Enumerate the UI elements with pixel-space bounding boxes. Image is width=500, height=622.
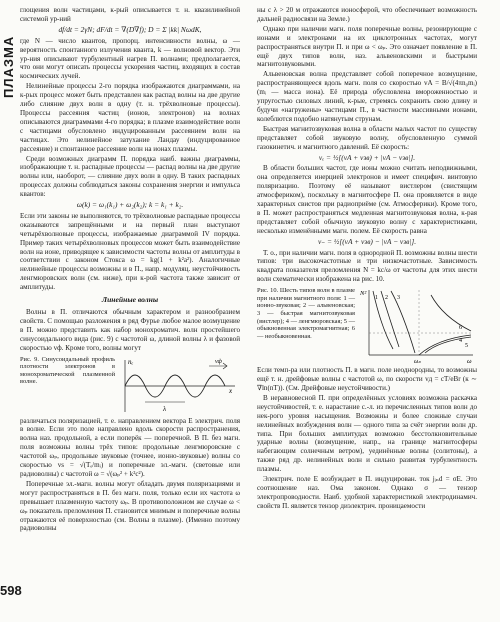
right-column (257, 6, 477, 512)
figure-10-curve-label-6: 6 (459, 325, 462, 332)
right-paragraph-5: В области больших частот, где ионы можно считать неподвижными, она определяется инерцией электронов и имеет специфич. винтовую поляризацию. Поэтому её называют вистлером (свистящим атмосфериком), поскольку в магнитосфере П. она проявляется в виде характерных свистов при радиоприёме (см. Атмосферики). Кроме того, в П. может распространяться медленная магнитозвуковая волна, к-рая представляет собой обычную звуковую волну с характеристиками, несколько изменёнными магн. полем. Её скорость равна (257, 164, 477, 235)
equation-3: vₑ = ½[(vA + vзв) + |vA − vзв|]. (318, 152, 416, 162)
equation-1: df/dt = 2γN; dF/dt = ∇(D∇f); D = Σ |kk| NωdK, (58, 24, 202, 34)
left-paragraph-4: Среди возможных диаграмм П. порядка наиб. важны диаграммы, изображающие т. н. распадные процессы — распад волны на две другие волны или, наоборот, — слияние двух волн в одну. В таких распадных процессах должны соблюдаться законы сохранения энергии и импульса квантов: (20, 154, 240, 199)
figure-10-caption: Рис. 10. Шесть типов волн в плазме при наличии магнитного поля: 1 — ионно-звуковая; 2 — альвеновская; 3 — быстрая магнитозвуковая (вистлер); 4 — ленгмюровская; 5 — обыкновенная электромагнитная; 6 — необыкновенная. (257, 287, 355, 340)
left-paragraph-8: Поперечные эл.-магн. волны могут обладать двумя поляризациями и могут распространяться в П. без магн. поля, только если их частота ω превышает плазменную частоту ωₚ. В противоположном же случае ω < ωₚ показатель преломления П. становится мнимым и поперечные волны отражаются её поверхностью (см. Волны в плазме). (Именно поэтому радиоволны (20, 479, 240, 533)
figure-10-curve-label-3: 3 (397, 295, 400, 302)
right-paragraph-2: Однако при наличии магн. поля поперечные волны, резонирующие с ионами и электронами на их циклотронных частотах, могут распространяться внутри П. и при ω < ωₚ. Это означает появление в П. ещё двух типов волн, наз. альвеновскими и быстрыми магнитозвуковыми. (257, 24, 477, 69)
right-paragraph-7: Если темп-ра или плотность П. в магн. поле неоднородны, то возможны ещё т. н. дрейфовые волны с частотой ω, по скорости vд = cT/eBr (к ∼ ∇ln(nT)). (См. Дрейфовые неустойчивости.) (257, 366, 477, 392)
right-paragraph-1: ны с λ > 20 м отражаются ионосферой, что обеспечивает возможность дальней радиосвязи на Земле.) (257, 6, 477, 23)
figure-10-curve-3 (391, 291, 415, 353)
section-heading: Линейные волны (101, 295, 159, 305)
figure-9-graphic (119, 356, 239, 414)
left-column (20, 6, 240, 534)
figure-10-curve-label-5: 5 (465, 343, 468, 350)
right-paragraph-3: Альвеновская волна представляет собой поперечное возмущение, распространяющееся вдоль магн. поля со скоростью vA = B/√(4πn₀mᵢ) (mᵢ — масса иона). Её природа обусловлена вмороженностью и упругостью силовых линий, к-рые, стремясь сохранить свою длину и будучи «нагружены» частицами П., в частности массивными ионами, колеблются подобно натянутым струнам. (257, 70, 477, 123)
left-paragraph-1: глощения волн частицами, к-рый описывается т. н. квазилинейной системой ур-ний (20, 6, 240, 23)
side-title: ПЛАЗМА (1, 35, 16, 99)
right-paragraph-6: Т. о., при наличии магн. поля в однородной П. возможны волны шести типов: три высокочастотные и три низкочастотные. Зависимость квадрата показателя преломления N = kc/ω от частоты для этих шести волн схематически изображена на рис. 10. (257, 248, 477, 284)
equation-2: ω(k) = ω₁(k₁) + ω₂(k₂); k = k₁ + k₂. (76, 200, 184, 210)
right-paragraph-8: В неравновесной П. при определённых условиях возможна раскачка неустойчивостей, т. е. нарастание с.-л. из перечисленных типов волн до нек-рого уровня насыщения. Возможны и более сложные случаи нелинейных возбуждения волн — одного типа за счёт энергии волн др. типа. При больших амплитудах возможно бесстолкновительные ударные волны (возмущение, напр., на границе магнитосферы набегающим солнечным ветром), уединённые волны (солитоны), а также ряд др. нелинейных волн и сильно развитая турбулентность плазмы. (257, 393, 477, 474)
left-paragraph-7: различаться поляризацией, т. е. направлением вектора E электрич. поля в волне. Если это поле направлено вдоль скорости распространения, волна наз. продольной, а если поперёк — поперечной. В П. без магн. поля возможны волны трёх типов: продольные ленгмюровские с частотой ωₚ, продольные звуковые (точнее, ионно-звуковые) волны со скоростью vs = √(Tₑ/mᵢ) и поперечные эл.-магн. (световые или радиоволны) с частотой ω = √(ωₚ² + k²c²). (20, 416, 240, 478)
left-paragraph-5: Если эти законы не выполняются, то трёхволновые распадные процессы оказываются запрещёнными и на первый план выступают четырёхволновые процессы, изображаемые диаграммой IV порядка. Пример таких четырёхволновых процессов может быть взаимодействие волн на ионе, приводящее к зависимости частоты волны от амплитуды в соответствии с законом Стокса ω = kg(1 + k²a²). Аналогичные нелинейные процессы возможны и в П., напр. модуляц. неустойчивость ленгмюровских волн (см. ниже), при к-рой частота также зависит от амплитуды. (20, 211, 240, 292)
left-paragraph-3: Нелинейные процессы 2-го порядка изображаются диаграммами, на к-рых процесс может быть представлен как распад волны на две другие либо слияние двух волн в одну (т. н. трёхволновые процессы). Процессы рассеяния частиц (ионов, электронов) на волнах описываются диаграммами 4-го порядка; в плазме взаимодействие волн с частицами обусловлено индуцированным рассеянием волн на частицах. Это нелинейное затухание Ландау (индуцированное рассеяние) и спонтанное рассеяние волн на ионах плазмы. (20, 82, 240, 153)
figure-10-graphic (359, 287, 477, 363)
figure-10-curve-label-4: 4 (459, 338, 462, 345)
equation-4: v₋ = ½[(vA + vзв) − |vA − vзв|]. (317, 236, 417, 246)
figure-10-curve-label-2: 2 (385, 295, 388, 302)
figure-10 (257, 287, 477, 363)
figure-10-curve-label-1: 1 (375, 295, 378, 302)
figure-10-wp-label: ωₚ (414, 359, 421, 364)
figure-9-lambda-label: λ (163, 404, 167, 413)
figure-9-vf-label: vф (215, 358, 222, 365)
page-number: 598 (0, 583, 22, 598)
right-paragraph-9: Электрич. поле E возбуждает в П. индуцирован. ток jᵢₙd = σE. Это соотношение наз. Ома законом. Однако σ — тензор электропроводности. Наиб. удобной характеристикой электродинамич. свойств П. является тензор диэлектрич. проницаемости (257, 475, 477, 510)
figure-9-caption: Рис. 9. Синусоидальный профиль плотности электронов в монохроматической плазменной волне. (20, 355, 115, 386)
figure-9 (20, 356, 240, 414)
figure-9-x-label: x (229, 386, 233, 395)
left-paragraph-2: где N — число квантов, пропорц. интенсивности волны, ω — вероятность спонтанного излучения кванта, k — волновой вектор. Эти ур-ния описывают турбулентный нагрев П. волнами; предполагается, что они могут описать процессы ускорения частиц, входящих в состав космических лучей. (20, 36, 240, 81)
right-paragraph-4: Быстрая магнитозвуковая волна в области малых частот по существу представляет собой звуковую волну, обусловленную суммой газокинетич. и магнитного давлений. Её скорость: (257, 124, 477, 151)
figure-10-x-label: ω (467, 358, 472, 364)
figure-9-n-label: nₑ (128, 357, 134, 366)
figure-10-y-label: N² (360, 290, 367, 298)
figure-10-curve-6 (431, 295, 471, 331)
left-paragraph-6: Волны в П. отличаются обычным характером и разнообразием свойств. С помощью разложения в ряд Фурье любое малое возмущение в П. можно представить как набор монохроматич. волн простейшего синусоидального вида (рис. 9) с частотой ω, длиной волны λ и фазовой скоростью vф. Кроме того, волны могут (20, 308, 240, 352)
